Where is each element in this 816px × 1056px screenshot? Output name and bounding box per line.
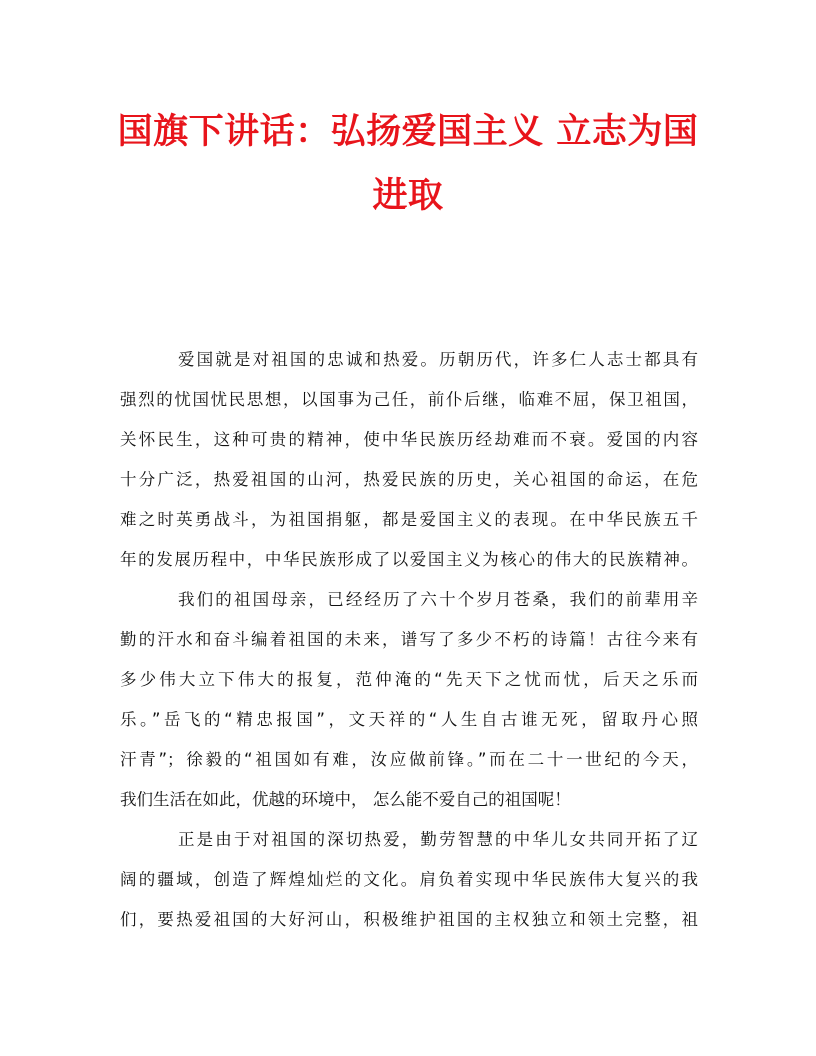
paragraph-2 [120, 580, 698, 820]
paragraph-3 [120, 820, 698, 940]
text-line: 们，要热爱祖国的大好河山，积极维护祖国的主权独立和领土完整，祖 [120, 910, 698, 929]
text-line: 勤的汗水和奋斗编着祖国的未来，谱写了多少不朽的诗篇！古往今来有 [120, 630, 698, 649]
text-line: 汗青”；徐毅的“祖国如有难，汝应做前锋。”而在二十一世纪的今天， [120, 750, 698, 769]
text-line: 我们生活在如此，优越的环境中， 怎么能不爱自己的祖国呢！ [120, 790, 571, 809]
text-line: 强烈的忧国忧民思想，以国事为己任，前仆后继，临难不屈，保卫祖国， [120, 390, 698, 409]
text-line: 阔的疆域，创造了辉煌灿烂的文化。肩负着实现中华民族伟大复兴的我 [120, 870, 698, 889]
text-line: 十分广泛，热爱祖国的山河，热爱民族的历史，关心祖国的命运，在危 [120, 470, 698, 489]
document-title-line-1: 国旗下讲话：弘扬爱国主义 立志为国 [117, 111, 699, 152]
text-line: 我们的祖国母亲，已经经历了六十个岁月苍桑，我们的前辈用辛 [178, 590, 698, 609]
document-title-line-2: 进取 [372, 175, 444, 216]
paragraph-1 [120, 340, 698, 580]
text-line: 关怀民生，这种可贵的精神，使中华民族历经劫难而不衰。爱国的内容 [120, 430, 698, 449]
text-line: 爱国就是对祖国的忠诚和热爱。历朝历代，许多仁人志士都具有 [178, 350, 698, 369]
text-line: 年的发展历程中，中华民族形成了以爱国主义为核心的伟大的民族精神。 [120, 550, 698, 569]
document-body [120, 340, 698, 940]
text-line: 乐。”岳飞的“精忠报国”，文天祥的“人生自古谁无死，留取丹心照 [120, 710, 698, 729]
text-line: 正是由于对祖国的深切热爱，勤劳智慧的中华儿女共同开拓了辽 [178, 830, 698, 849]
text-line: 多少伟大立下伟大的报复，范仲淹的“先天下之忧而忧，后天之乐而 [120, 670, 698, 689]
text-line: 难之时英勇战斗，为祖国捐躯，都是爱国主义的表现。在中华民族五千 [120, 510, 698, 529]
